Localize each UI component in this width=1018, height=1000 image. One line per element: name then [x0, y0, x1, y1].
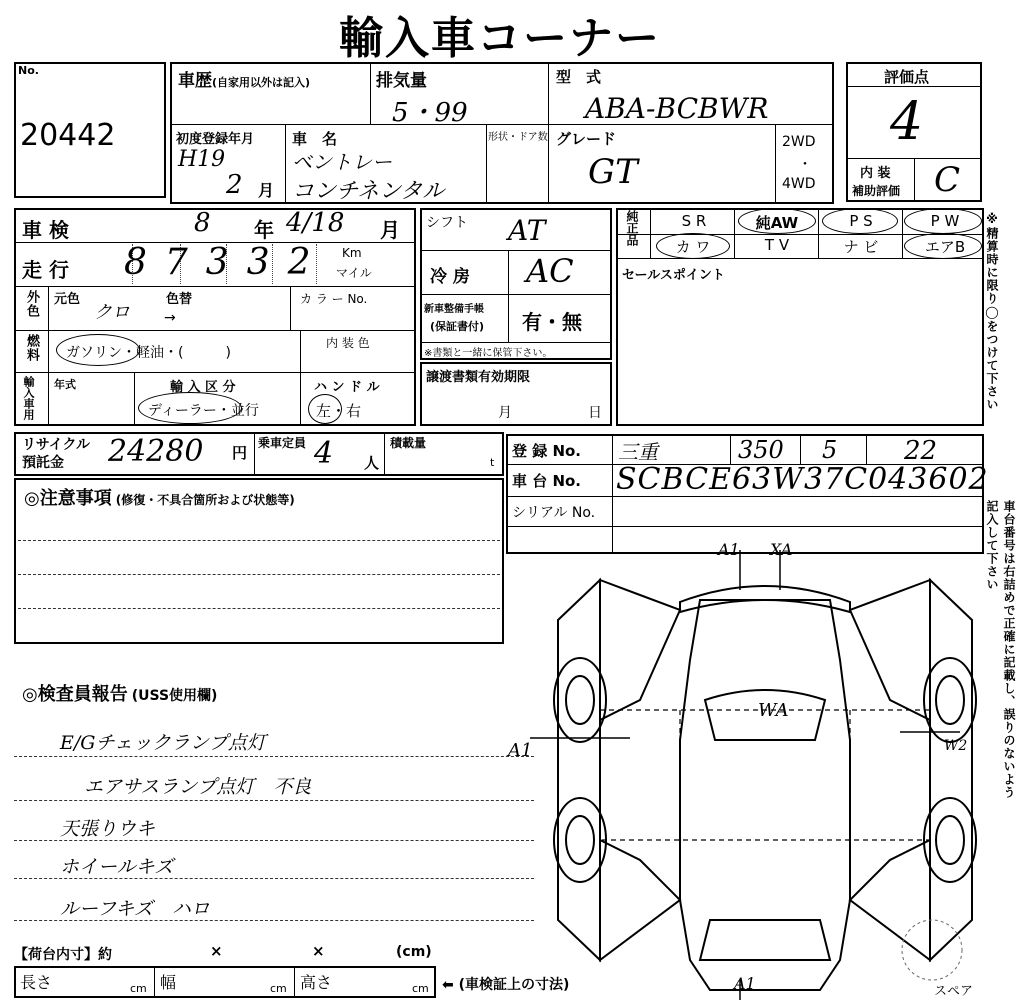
fuel-gasoline-circle: [56, 334, 140, 366]
dim-height-cm: cm: [412, 982, 429, 995]
recycle-label2: 預託金: [22, 455, 64, 471]
first-reg-year: H19: [178, 147, 226, 172]
color-arrow: →: [164, 310, 176, 326]
chassis-label: 車 台 No.: [512, 472, 582, 490]
inspection-label: 車 検: [22, 218, 69, 242]
dim-length: 長さ: [20, 973, 53, 992]
color-label: 外色: [24, 290, 39, 318]
handle-value: 左・右: [316, 402, 362, 420]
cargo-x1: ×: [210, 942, 223, 960]
car-name-line1: ベントレー: [292, 150, 392, 174]
stock-number: 20442: [20, 118, 116, 153]
inspection-date-value: 4/18: [286, 208, 345, 238]
load-label: 積載量: [390, 436, 427, 450]
drive-dot: ・: [798, 157, 812, 173]
cargo-unit: (cm): [396, 944, 432, 960]
mileage-value: 87332: [124, 242, 329, 283]
ac-value: AC: [526, 252, 574, 290]
maintenance-label1: 新車整備手帳: [424, 304, 484, 315]
no-label: No.: [18, 64, 39, 77]
registration-class: 350: [738, 436, 784, 464]
cargo-label: 【荷台内寸】約: [14, 947, 112, 963]
maintenance-note: ※書類と一緒に保管下さい。: [424, 348, 553, 359]
serial-label: シリアル No.: [512, 505, 596, 521]
side-note-2: 車台番号は右詰めで正確に記載し、誤りのないよう記入して下さい: [985, 500, 1016, 799]
interior-color-label: 内 装 色: [326, 336, 370, 350]
import-class-value: ディーラー・並行: [148, 403, 259, 419]
import-dealer-circle: [138, 392, 242, 424]
handle-left-circle: [308, 394, 342, 424]
interior-label2: 補助評価: [852, 184, 901, 198]
history-label: 車歴(自家用以外は記入): [178, 71, 311, 91]
dim-width: 幅: [160, 973, 177, 992]
capacity-unit: 人: [364, 454, 380, 472]
recycle-label1: リサイクル: [22, 437, 91, 453]
capacity-label: 乗車定員: [258, 436, 307, 450]
ac-label: 冷 房: [430, 267, 470, 287]
displacement-value: 5・99: [392, 98, 468, 128]
mileage-label: 走 行: [22, 258, 69, 282]
equipment-label: 純正品: [625, 210, 639, 246]
car-damage-diagram: [540, 540, 980, 1000]
diagram-a1-bottom: A1: [734, 974, 756, 993]
dim-height: 高さ: [300, 973, 333, 992]
registration-num: 22: [904, 436, 938, 466]
transfer-month: 月: [498, 405, 512, 421]
recycle-value: 24280: [108, 434, 204, 469]
equipment-pw: P W: [930, 212, 960, 230]
notes-label: ◎注意事項 (修復・不具合箇所および状態等): [24, 488, 295, 509]
dims-note: ⬅ (車検証上の寸法): [442, 977, 570, 993]
mileage-unit-mile: マイル: [336, 266, 372, 280]
registration-kana: 5: [822, 436, 838, 464]
fuel-options: ガソリン・軽油・( ): [66, 345, 231, 361]
load-unit: t: [490, 456, 495, 469]
inspection-year-value: 8: [194, 208, 211, 238]
displacement-label: 排気量: [376, 71, 427, 91]
shift-label: シフト: [426, 215, 468, 231]
inspector-line-1: E/Gチェックランプ点灯: [60, 732, 266, 754]
diagram-a1-left: A1: [508, 740, 533, 761]
grade-label: グレード: [556, 130, 617, 148]
inspector-label: ◎検査員報告 (USS使用欄): [22, 684, 218, 705]
circle-leather: [656, 233, 730, 259]
page-title: 輸入車コーナー: [339, 13, 661, 64]
inspection-year-unit: 年: [254, 218, 274, 242]
grade-value: GT: [588, 152, 638, 192]
color-repaint-label: 色替: [166, 292, 193, 307]
first-reg-month-unit: 月: [258, 181, 275, 200]
capacity-value: 4: [314, 436, 334, 471]
circle-ps: [822, 208, 898, 234]
interior-label1: 内 装: [860, 166, 891, 181]
diagram-xa: XA: [770, 540, 793, 559]
equipment-navi: ナ ビ: [843, 238, 879, 256]
interior-value: C: [934, 160, 961, 200]
model-label: 型 式: [556, 68, 602, 86]
inspector-line-2: エアサスランプ点灯 不良: [84, 776, 312, 798]
color-orig-label: 元色: [54, 292, 81, 307]
equipment-leather: カ ワ: [675, 238, 711, 256]
cargo-x2: ×: [312, 942, 325, 960]
diagram-a1-top: A1: [718, 540, 740, 559]
score-value: 4: [890, 92, 924, 152]
transfer-day: 日: [588, 405, 602, 421]
sales-point-label: セールスポイント: [622, 268, 725, 283]
shift-value: AT: [508, 214, 546, 247]
import-class-label: 輸 入 区 分: [170, 380, 236, 395]
equipment-sr: S R: [681, 212, 707, 230]
maintenance-label2: (保証書付): [430, 320, 485, 333]
mileage-unit-km: Km: [342, 246, 362, 260]
dimensions-box: [14, 966, 436, 998]
registration-label: 登 録 No.: [512, 442, 582, 460]
drive-2wd: 2WD: [782, 134, 816, 150]
inspector-line-4: ホイールキズ: [60, 856, 174, 878]
diagram-w: W2: [944, 738, 968, 754]
diagram-wa: WA: [758, 700, 789, 721]
maintenance-value: 有・無: [522, 310, 582, 334]
circle-aw: [738, 208, 816, 234]
car-name-label: 車 名: [292, 130, 338, 148]
circle-pw: [904, 208, 982, 234]
drive-4wd: 4WD: [782, 176, 816, 192]
handle-label: ハ ン ド ル: [314, 380, 380, 395]
equipment-aw: 純AW: [755, 214, 799, 232]
first-reg-month: 2: [226, 170, 243, 200]
color-orig-value: クロ: [94, 302, 130, 323]
shape-door-label: 形状・ドア数: [488, 132, 548, 143]
first-reg-label: 初度登録年月: [176, 132, 255, 147]
equipment-airbag: エアB: [924, 238, 966, 256]
color-code-label: カ ラ ー No.: [300, 292, 368, 306]
import-label: 輸入車用: [22, 376, 35, 420]
dim-width-cm: cm: [270, 982, 287, 995]
inspector-line-5: ルーフキズ ハロ: [60, 898, 210, 920]
import-year-label: 年式: [54, 378, 76, 391]
model-value: ABA-BCBWR: [585, 92, 769, 125]
equipment-ps: P S: [849, 212, 873, 230]
side-note-1: ※精算時に限り◯をつけて下さい: [985, 212, 999, 411]
dim-length-cm: cm: [130, 982, 147, 995]
equipment-tv: T V: [764, 236, 790, 254]
fuel-label: 燃料: [24, 334, 39, 362]
circle-airbag: [904, 233, 982, 259]
car-name-line2: コンチネンタル: [292, 179, 445, 204]
recycle-unit: 円: [232, 444, 248, 462]
inspector-line-3: 天張りウキ: [60, 818, 156, 840]
transfer-label: 譲渡書類有効期限: [426, 370, 531, 385]
chassis-value: SCBCE63W37C043602: [616, 462, 989, 497]
score-label: 評価点: [884, 68, 930, 86]
diagram-spare: スペア: [934, 984, 974, 999]
registration-pref: 三重: [618, 440, 658, 464]
inspection-month-unit: 月: [380, 218, 400, 242]
